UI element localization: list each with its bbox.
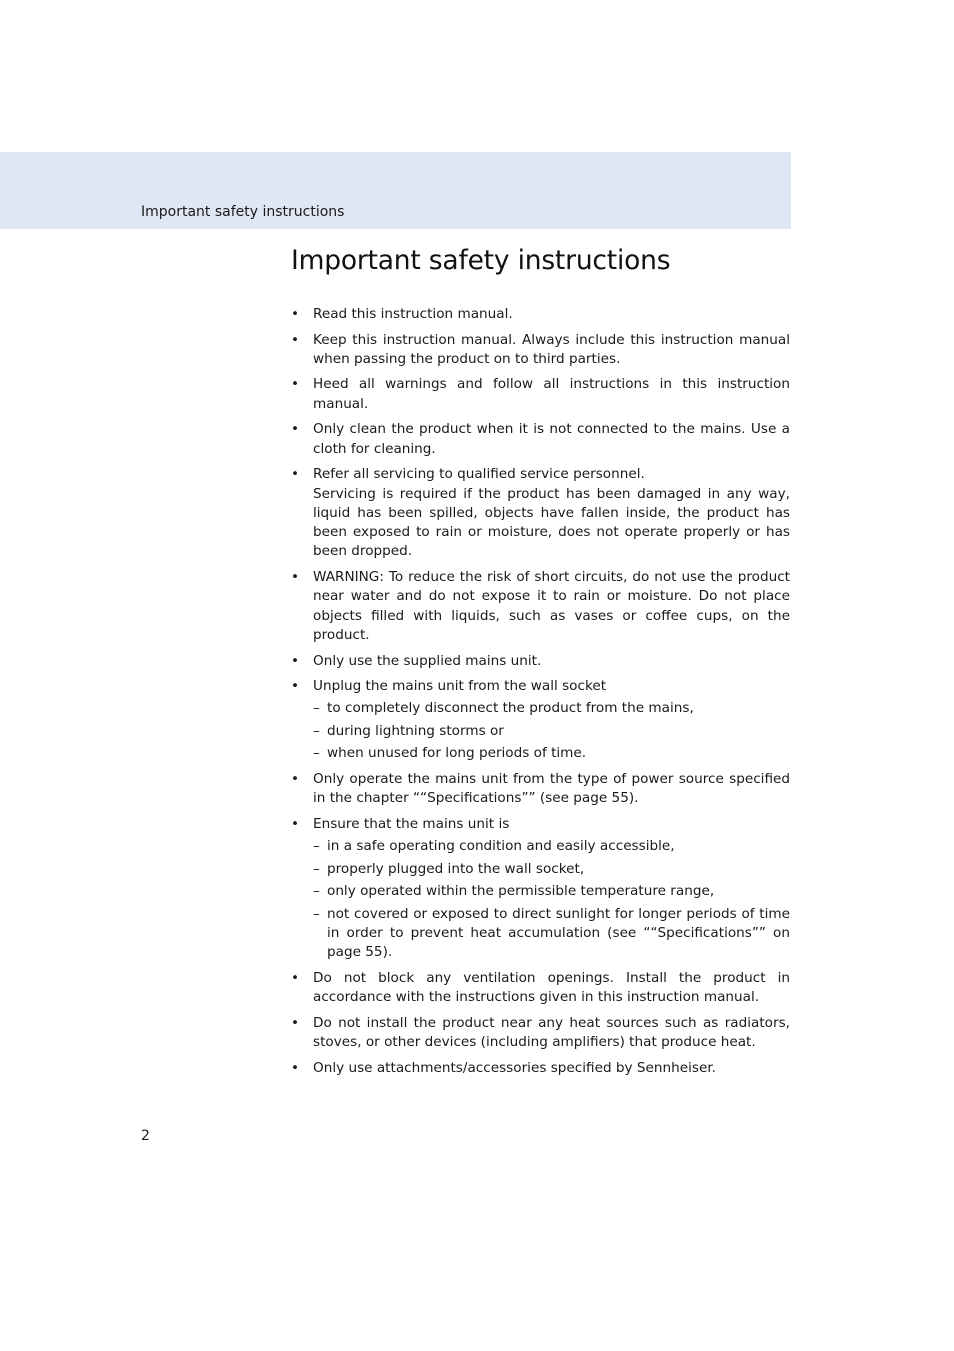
sub-list: [313, 699, 790, 763]
list-item: • Do not block any ventilation openings. Install the product in accordance with the instructions given in this instruction manual.: [291, 969, 790, 1008]
header-band: [0, 152, 791, 229]
list-item: • Unplug the mains unit from the wall socket – to completely disconnect the product from the mains, – during lightning storms or – when unused for long periods of time.: [291, 677, 790, 764]
list-item: • Heed all warnings and follow all instructions in this instruction manual.: [291, 375, 790, 414]
sub-list-item: – only operated within the permissible temperature range,: [313, 882, 790, 901]
page-number: 2: [141, 1128, 150, 1144]
sub-list-item: – in a safe operating condition and easily accessible,: [313, 837, 790, 856]
sub-list-item: – to completely disconnect the product from the mains,: [313, 699, 790, 718]
list-item: • WARNING: To reduce the risk of short circuits, do not use the product near water and do not expose it to rain or moisture. Do not place objects filled with liquids, such as vases or coffee cups, on the product.: [291, 568, 790, 645]
list-item-detail: Servicing is required if the product has been damaged in any way, liquid has been spilled, objects have fallen inside, the product has been exposed to rain or moisture, does not operate properly or has been dropped.: [313, 485, 790, 560]
sub-list-item: – not covered or exposed to direct sunlight for longer periods of time in order to prevent heat accumulation (see ““Specifications”” on page 55).: [313, 905, 790, 963]
running-header: Important safety instructions: [141, 204, 345, 220]
safety-instructions-body: [291, 305, 790, 1084]
sub-list-item: – properly plugged into the wall socket,: [313, 860, 790, 879]
list-item: • Refer all servicing to qualified service personnel. Servicing is required if the product has been damaged in any way, liquid has been spilled, objects have fallen inside, the product has been exposed to rain or moisture, does not operate properly or has been dropped.: [291, 465, 790, 561]
list-item: • Only use attachments/accessories specified by Sennheiser.: [291, 1059, 790, 1078]
page-title: Important safety instructions: [291, 245, 671, 276]
safety-instructions-list: [291, 305, 790, 1078]
list-item: • Only use the supplied mains unit.: [291, 652, 790, 671]
list-item: • Read this instruction manual.: [291, 305, 790, 324]
list-item: • Only clean the product when it is not connected to the mains. Use a cloth for cleaning.: [291, 420, 790, 459]
list-item: • Ensure that the mains unit is – in a safe operating condition and easily accessible, – properly plugged into the wall socket, – only operated within the permissible temperature range, – not covered or exposed to direct sunlight for longer periods of time in order to prevent heat accumulation (see ““Specifications”” on page 55).: [291, 815, 790, 963]
list-item: • Keep this instruction manual. Always include this instruction manual when passing the product on to third parties.: [291, 331, 790, 370]
list-item: • Do not install the product near any heat sources such as radiators, stoves, or other devices (including amplifiers) that produce heat.: [291, 1014, 790, 1053]
sub-list-item: – when unused for long periods of time.: [313, 744, 790, 763]
sub-list-item: – during lightning storms or: [313, 722, 790, 741]
list-item: • Only operate the mains unit from the type of power source specified in the chapter ““Specifications”” (see page 55).: [291, 770, 790, 809]
sub-list: [313, 837, 790, 962]
